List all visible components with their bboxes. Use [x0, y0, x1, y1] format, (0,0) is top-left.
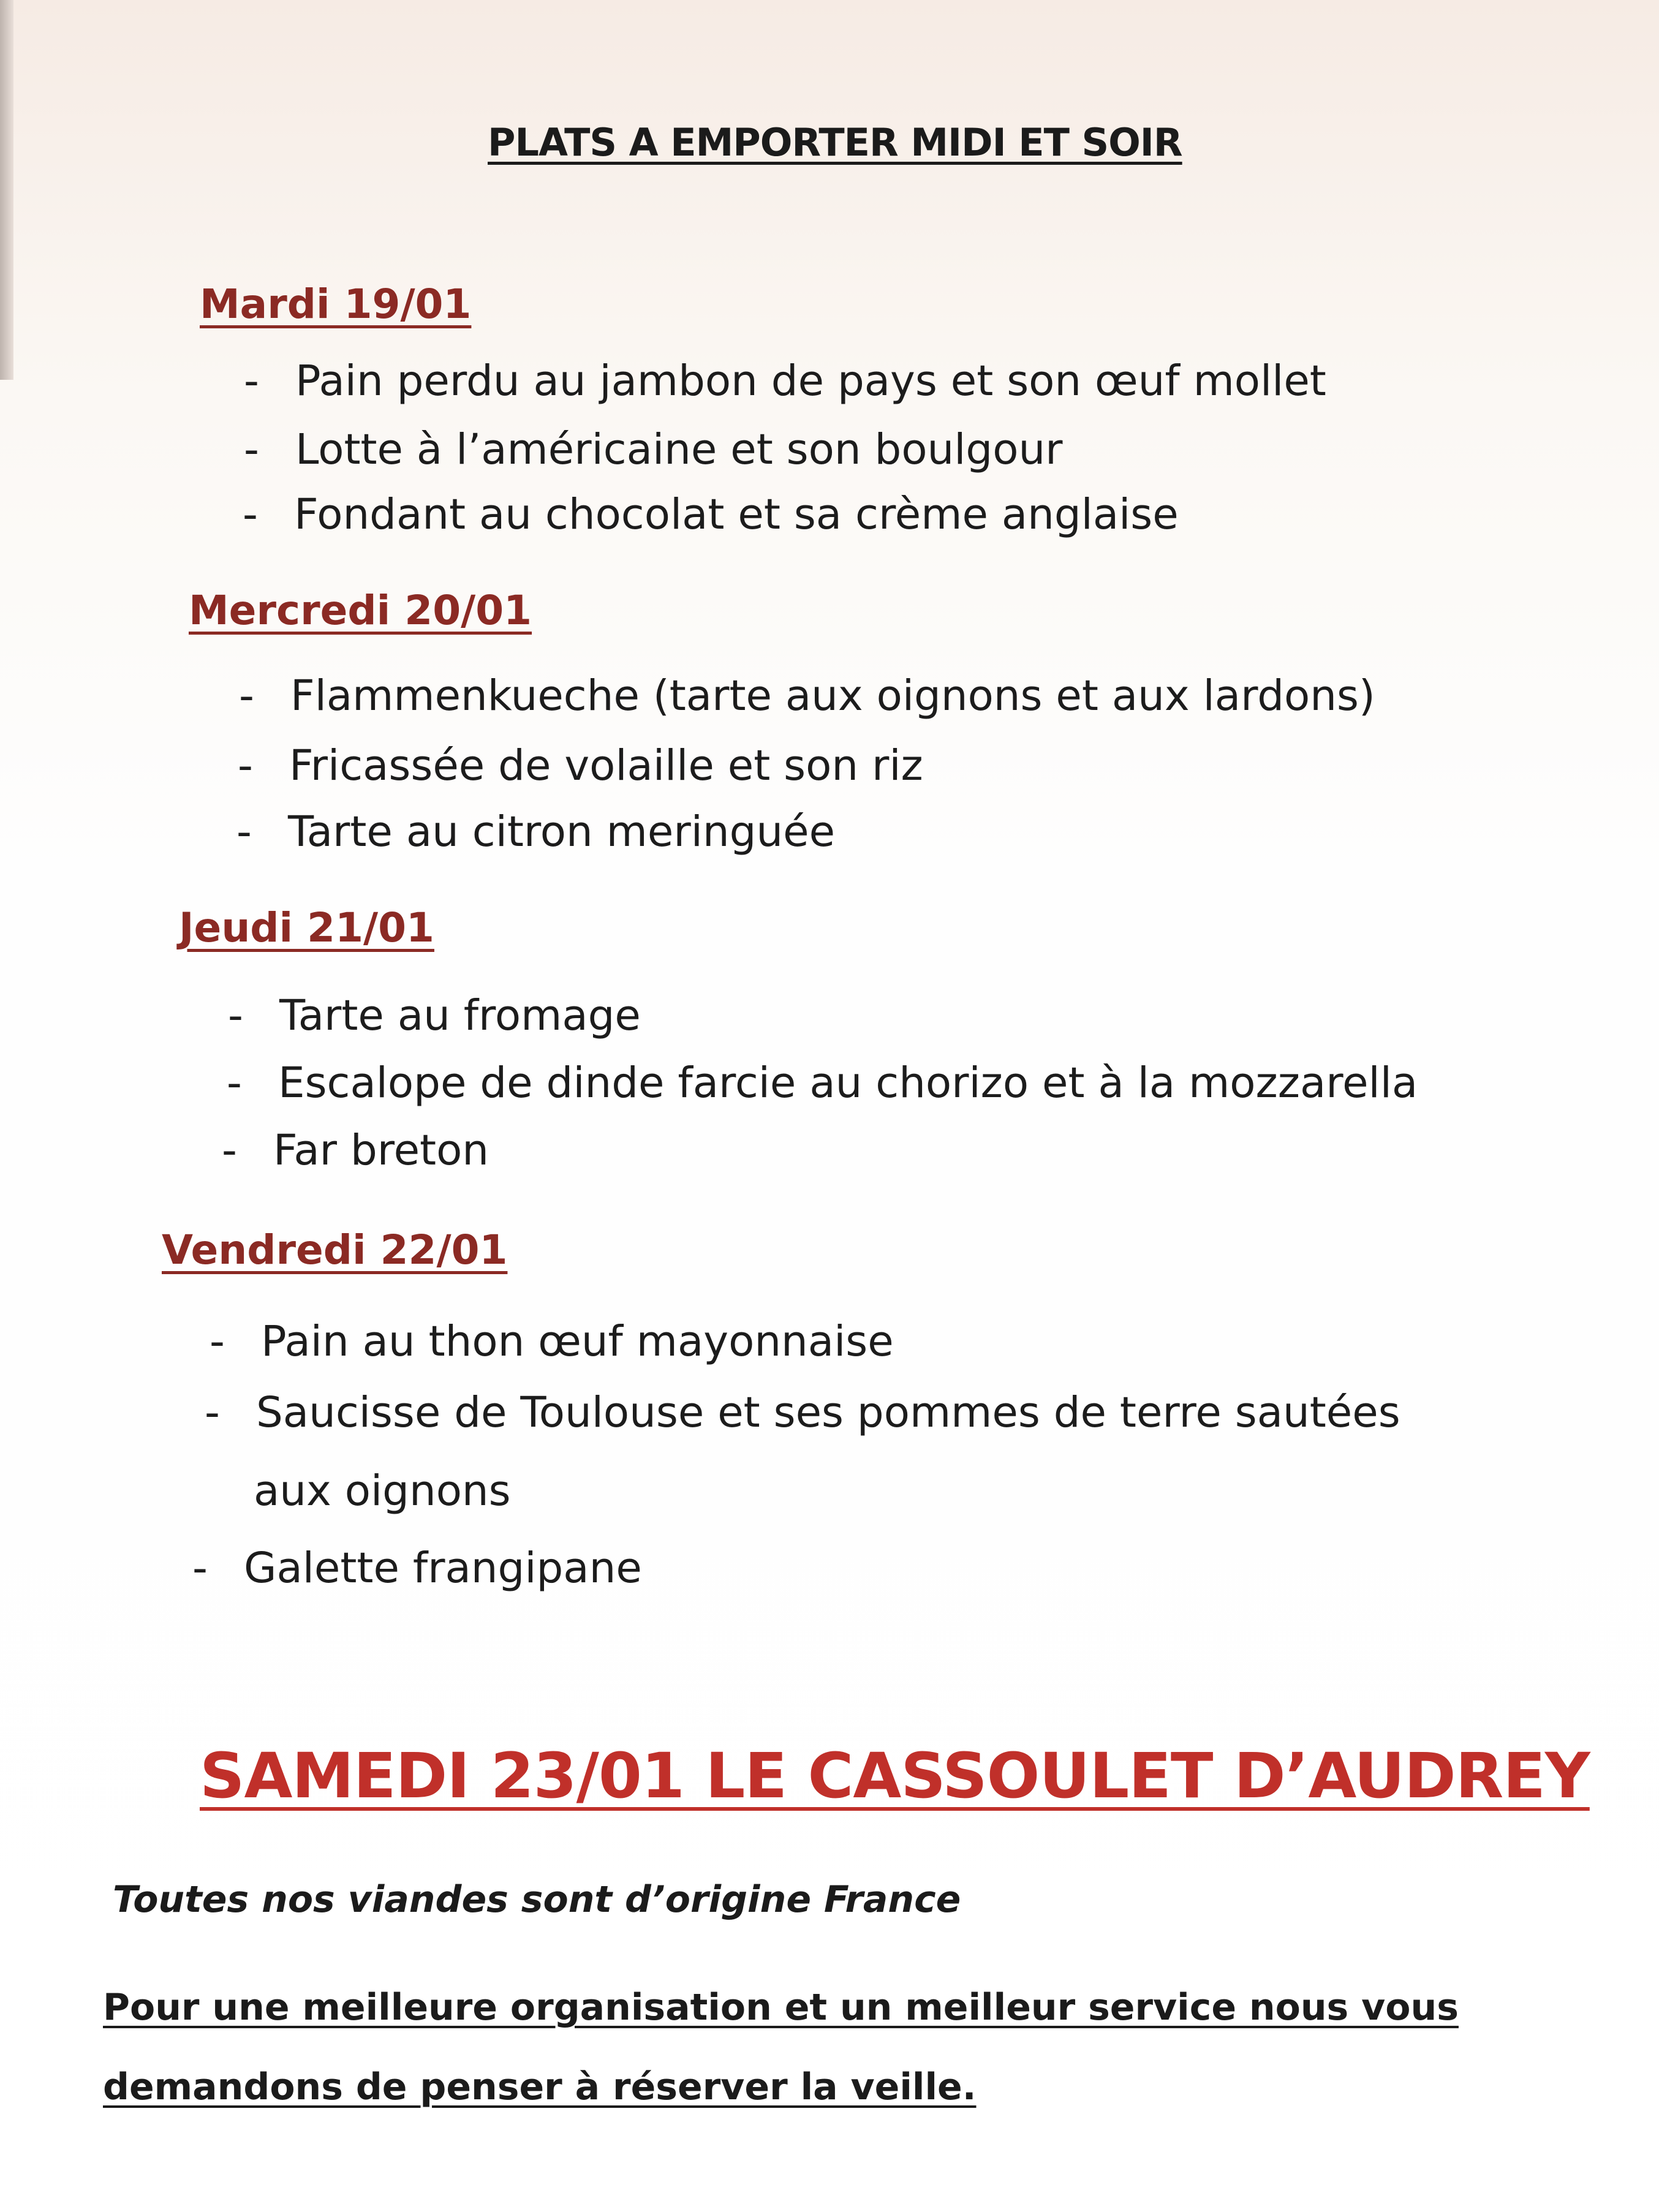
bullet-dash: - [243, 490, 258, 539]
menu-item-label: Pain au thon œuf mayonnaise [261, 1317, 894, 1366]
menu-item [238, 741, 923, 790]
menu-item-label: Fondant au chocolat et sa crème anglaise [294, 490, 1179, 539]
reservation-notice: Pour une meilleure organisation et un meilleur service nous vous demandons de penser à réserver la veille. [103, 1986, 1459, 2108]
menu-item [222, 1126, 489, 1175]
bullet-dash: - [205, 1388, 220, 1437]
menu-item-label: Far breton [273, 1126, 489, 1175]
special-dish-banner: SAMEDI 23/01 LE CASSOULET D’AUDREY [200, 1740, 1590, 1813]
menu-item-label: Saucisse de Toulouse et ses pommes de terre sautées [256, 1388, 1400, 1437]
menu-item [192, 1544, 642, 1593]
menu-item-label: Tarte au citron meringuée [288, 807, 836, 856]
bullet-dash: - [210, 1317, 225, 1366]
menu-item [244, 357, 1326, 406]
menu-item [205, 1388, 1400, 1437]
bullet-dash: - [236, 807, 252, 856]
menu-item-label: Escalope de dinde farcie au chorizo et à la mozzarella [278, 1059, 1418, 1108]
origin-note: Toutes nos viandes sont d’origine France [113, 1878, 961, 1921]
paper-edge [0, 0, 13, 380]
menu-item [244, 425, 1063, 474]
day-heading-mercredi: Mercredi 20/01 [189, 587, 532, 634]
bullet-dash: - [244, 357, 259, 406]
menu-item [236, 807, 835, 856]
menu-item-continuation: aux oignons [254, 1466, 511, 1516]
menu-item [228, 991, 641, 1040]
menu-item [227, 1059, 1418, 1108]
bullet-dash: - [222, 1126, 237, 1175]
menu-item-label: Pain perdu au jambon de pays et son œuf mollet [295, 357, 1326, 406]
day-heading-vendredi: Vendredi 22/01 [162, 1226, 508, 1274]
menu-item-label: Lotte à l’américaine et son boulgour [295, 425, 1063, 474]
menu-item [243, 490, 1179, 539]
menu-item [210, 1317, 894, 1366]
menu-item-label: Flammenkueche (tarte aux oignons et aux lardons) [290, 671, 1375, 720]
day-heading-jeudi: Jeudi 21/01 [179, 904, 434, 951]
menu-item-label: Fricassée de volaille et son riz [289, 741, 923, 790]
menu-item [239, 671, 1375, 720]
bullet-dash: - [228, 991, 243, 1040]
menu-item-label: Galette frangipane [244, 1544, 642, 1593]
bullet-dash: - [239, 671, 254, 720]
page-title: PLATS A EMPORTER MIDI ET SOIR [488, 120, 1182, 165]
bullet-dash: - [227, 1059, 242, 1108]
bullet-dash: - [238, 741, 253, 790]
bullet-dash: - [244, 425, 259, 474]
menu-item-label: Tarte au fromage [279, 991, 641, 1040]
bullet-dash: - [192, 1544, 208, 1593]
day-heading-mardi: Mardi 19/01 [200, 281, 472, 328]
